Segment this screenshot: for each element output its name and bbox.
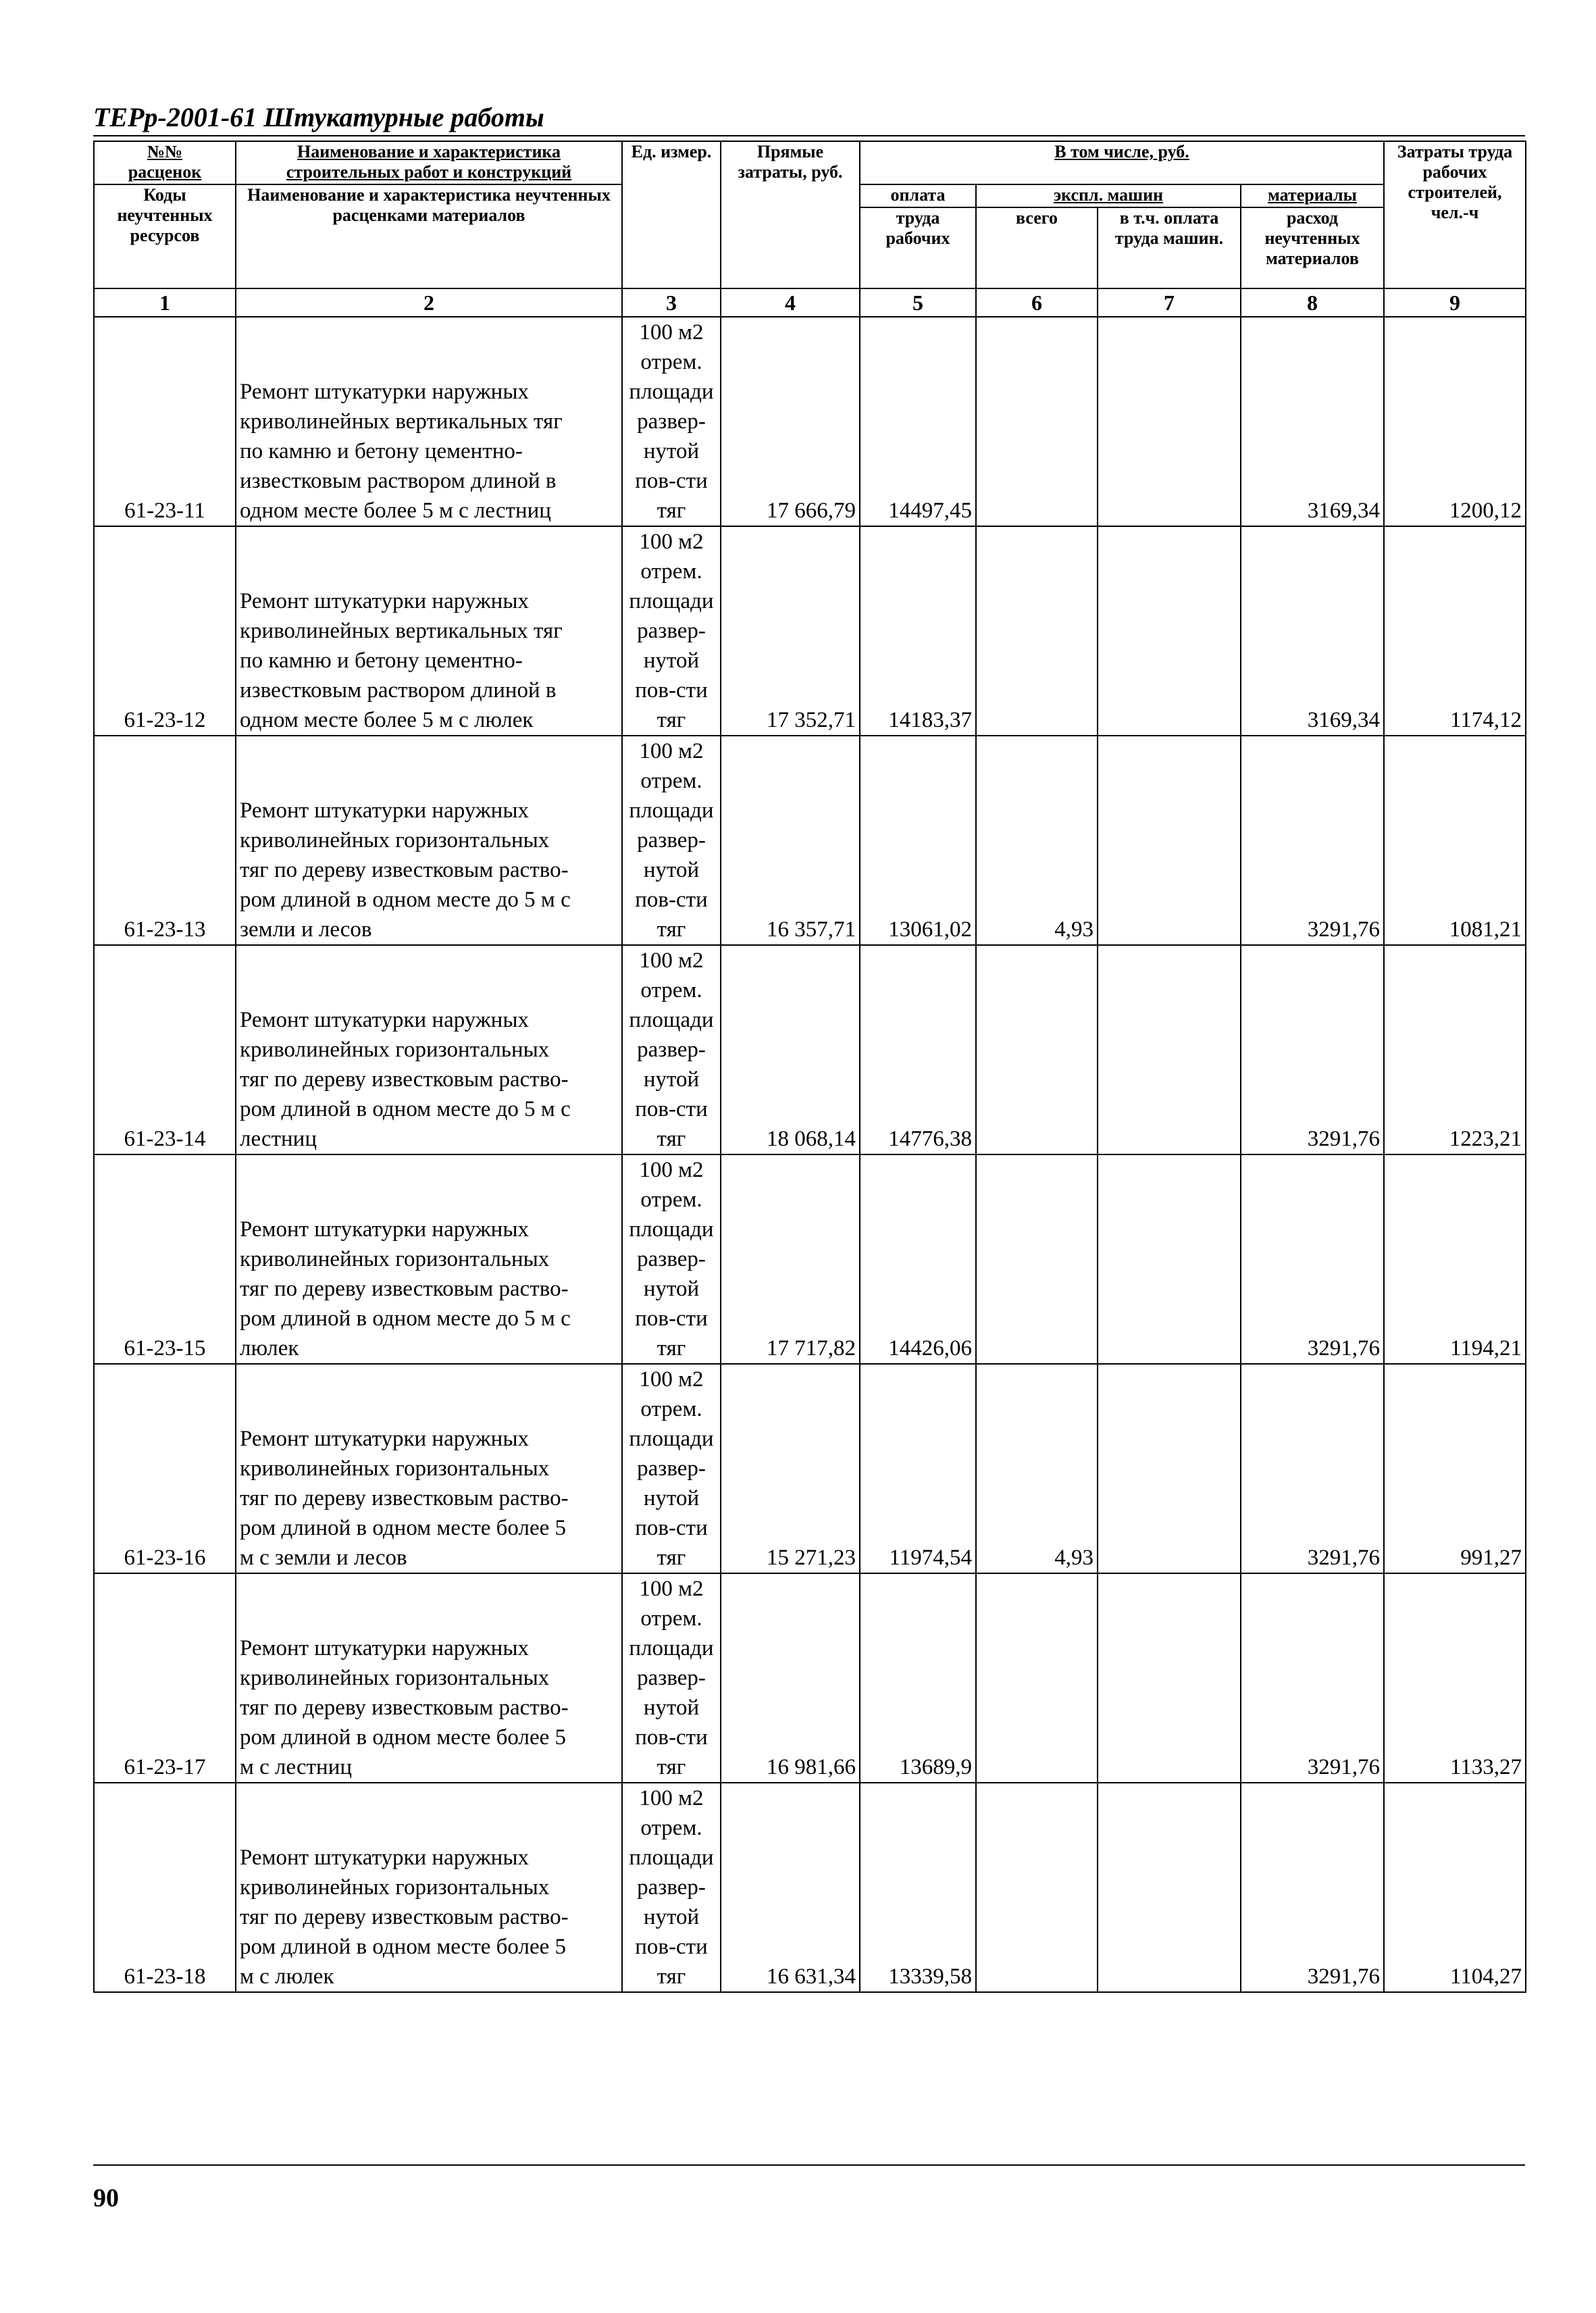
machine-operator-wages — [1098, 317, 1241, 526]
direct-costs: 17 717,82 — [721, 1154, 860, 1364]
rate-code: 61-23-13 — [94, 736, 236, 945]
col1-header-line2: расценок — [128, 162, 202, 182]
work-description: Ремонт штукатурки наружных криволинейных вертикальных тяг по камню и бетону цементно- известковым раствором длиной в одном месте более 5 м с лестниц — [236, 317, 622, 526]
materials-cost: 3169,34 — [1241, 526, 1384, 736]
table-row — [94, 1573, 1526, 1783]
table-row — [94, 1364, 1526, 1573]
materials-cost: 3291,76 — [1241, 736, 1384, 945]
column-number: 2 — [236, 288, 622, 317]
labor-hours: 1223,21 — [1384, 945, 1526, 1154]
page-number: 90 — [93, 2184, 119, 2212]
col1-header-line1: №№ — [147, 142, 183, 161]
title-rule — [93, 135, 1525, 136]
labor-hours: 1104,27 — [1384, 1783, 1526, 1992]
machines-total — [976, 1154, 1098, 1364]
machines-total — [976, 1573, 1098, 1783]
col7-header: в т.ч. оплата труда машин. — [1098, 207, 1241, 288]
col3-header: Ед. измер. — [622, 141, 721, 288]
document-title: ТЕРр-2001-61 Штукатурные работы — [93, 102, 544, 132]
unit-of-measure: 100 м2 отрем. площади развер- нутой пов-сти тяг — [622, 1573, 721, 1783]
footer-rule — [93, 2164, 1525, 2166]
col2-header-line2: строительных работ и конструкций — [286, 162, 572, 182]
col1-header-top — [94, 141, 236, 184]
column-number: 4 — [721, 288, 860, 317]
machines-total: 4,93 — [976, 1364, 1098, 1573]
labor-wages: 14183,37 — [860, 526, 976, 736]
unit-of-measure: 100 м2 отрем. площади развер- нутой пов-сти тяг — [622, 1783, 721, 1992]
table-row — [94, 317, 1526, 526]
materials-cost: 3291,76 — [1241, 1783, 1384, 1992]
col2-header-line1: Наименование и характеристика — [297, 142, 561, 161]
machine-operator-wages — [1098, 1783, 1241, 1992]
direct-costs: 17 666,79 — [721, 317, 860, 526]
col5-header-bottom: труда рабочих — [860, 207, 976, 288]
col1-header-bottom: Коды неучтенных ресурсов — [94, 184, 236, 288]
col9-header: Затраты труда рабочих строителей, чел.-ч — [1384, 141, 1526, 288]
group-header: В том числе, руб. — [860, 141, 1384, 184]
column-number: 5 — [860, 288, 976, 317]
labor-hours: 1081,21 — [1384, 736, 1526, 945]
rate-code: 61-23-17 — [94, 1573, 236, 1783]
col2-header-bottom: Наименование и характеристика неучтенных расценками материалов — [236, 184, 622, 288]
machine-operator-wages — [1098, 945, 1241, 1154]
work-description: Ремонт штукатурки наружных криволинейных горизонтальных тяг по дереву известковым раство- ром длиной в одном месте до 5 м с лестниц — [236, 945, 622, 1154]
labor-hours: 991,27 — [1384, 1364, 1526, 1573]
labor-wages: 11974,54 — [860, 1364, 976, 1573]
table-row — [94, 1154, 1526, 1364]
machines-group-header: экспл. машин — [976, 184, 1241, 207]
direct-costs: 18 068,14 — [721, 945, 860, 1154]
rates-table — [93, 141, 1526, 1993]
col6-header: всего — [976, 207, 1098, 288]
work-description: Ремонт штукатурки наружных криволинейных горизонтальных тяг по дереву известковым раство- ром длиной в одном месте более 5 м с люлек — [236, 1783, 622, 1992]
work-description: Ремонт штукатурки наружных криволинейных горизонтальных тяг по дереву известковым раство- ром длиной в одном месте более 5 м с земли и лесов — [236, 1364, 622, 1573]
materials-cost: 3291,76 — [1241, 1364, 1384, 1573]
col8-header-top: материалы — [1241, 184, 1384, 207]
direct-costs: 16 357,71 — [721, 736, 860, 945]
rate-code: 61-23-14 — [94, 945, 236, 1154]
direct-costs: 15 271,23 — [721, 1364, 860, 1573]
labor-wages: 13339,58 — [860, 1783, 976, 1992]
machine-operator-wages — [1098, 526, 1241, 736]
unit-of-measure: 100 м2 отрем. площади развер- нутой пов-сти тяг — [622, 1154, 721, 1364]
labor-wages: 14776,38 — [860, 945, 976, 1154]
unit-of-measure: 100 м2 отрем. площади развер- нутой пов-сти тяг — [622, 1364, 721, 1573]
col4-header: Прямые затраты, руб. — [721, 141, 860, 288]
unit-of-measure: 100 м2 отрем. площади развер- нутой пов-сти тяг — [622, 736, 721, 945]
col2-header-top — [236, 141, 622, 184]
rate-code: 61-23-11 — [94, 317, 236, 526]
labor-hours: 1133,27 — [1384, 1573, 1526, 1783]
column-number: 9 — [1384, 288, 1526, 317]
materials-cost: 3291,76 — [1241, 945, 1384, 1154]
column-number: 7 — [1098, 288, 1241, 317]
labor-wages: 14497,45 — [860, 317, 976, 526]
col5-header-top: оплата — [860, 184, 976, 207]
column-number-row — [94, 288, 1526, 317]
header-row-1 — [94, 141, 1526, 184]
column-number: 1 — [94, 288, 236, 317]
labor-wages: 13689,9 — [860, 1573, 976, 1783]
materials-cost: 3291,76 — [1241, 1154, 1384, 1364]
labor-hours: 1174,12 — [1384, 526, 1526, 736]
machine-operator-wages — [1098, 1364, 1241, 1573]
labor-hours: 1200,12 — [1384, 317, 1526, 526]
labor-wages: 13061,02 — [860, 736, 976, 945]
materials-cost: 3169,34 — [1241, 317, 1384, 526]
work-description: Ремонт штукатурки наружных криволинейных горизонтальных тяг по дереву известковым раство- ром длиной в одном месте до 5 м с люлек — [236, 1154, 622, 1364]
machine-operator-wages — [1098, 736, 1241, 945]
col8-header-bottom: расход неучтенных материалов — [1241, 207, 1384, 288]
direct-costs: 16 981,66 — [721, 1573, 860, 1783]
rate-code: 61-23-12 — [94, 526, 236, 736]
labor-wages: 14426,06 — [860, 1154, 976, 1364]
machines-total — [976, 1783, 1098, 1992]
table-row — [94, 1783, 1526, 1992]
labor-hours: 1194,21 — [1384, 1154, 1526, 1364]
rate-code: 61-23-16 — [94, 1364, 236, 1573]
machines-total — [976, 526, 1098, 736]
unit-of-measure: 100 м2 отрем. площади развер- нутой пов-сти тяг — [622, 526, 721, 736]
work-description: Ремонт штукатурки наружных криволинейных горизонтальных тяг по дереву известковым раство- ром длиной в одном месте до 5 м с земли и лесов — [236, 736, 622, 945]
column-number: 3 — [622, 288, 721, 317]
direct-costs: 16 631,34 — [721, 1783, 860, 1992]
materials-cost: 3291,76 — [1241, 1573, 1384, 1783]
table-row — [94, 526, 1526, 736]
unit-of-measure: 100 м2 отрем. площади развер- нутой пов-сти тяг — [622, 945, 721, 1154]
column-number: 8 — [1241, 288, 1384, 317]
unit-of-measure: 100 м2 отрем. площади развер- нутой пов-сти тяг — [622, 317, 721, 526]
rate-code: 61-23-15 — [94, 1154, 236, 1364]
rate-code: 61-23-18 — [94, 1783, 236, 1992]
work-description: Ремонт штукатурки наружных криволинейных вертикальных тяг по камню и бетону цементно- известковым раствором длиной в одном месте более 5 м с люлек — [236, 526, 622, 736]
direct-costs: 17 352,71 — [721, 526, 860, 736]
work-description: Ремонт штукатурки наружных криволинейных горизонтальных тяг по дереву известковым раство- ром длиной в одном месте более 5 м с лестниц — [236, 1573, 622, 1783]
machine-operator-wages — [1098, 1573, 1241, 1783]
column-number: 6 — [976, 288, 1098, 317]
machines-total: 4,93 — [976, 736, 1098, 945]
machines-total — [976, 317, 1098, 526]
table-row — [94, 945, 1526, 1154]
table-row — [94, 736, 1526, 945]
machine-operator-wages — [1098, 1154, 1241, 1364]
machines-total — [976, 945, 1098, 1154]
